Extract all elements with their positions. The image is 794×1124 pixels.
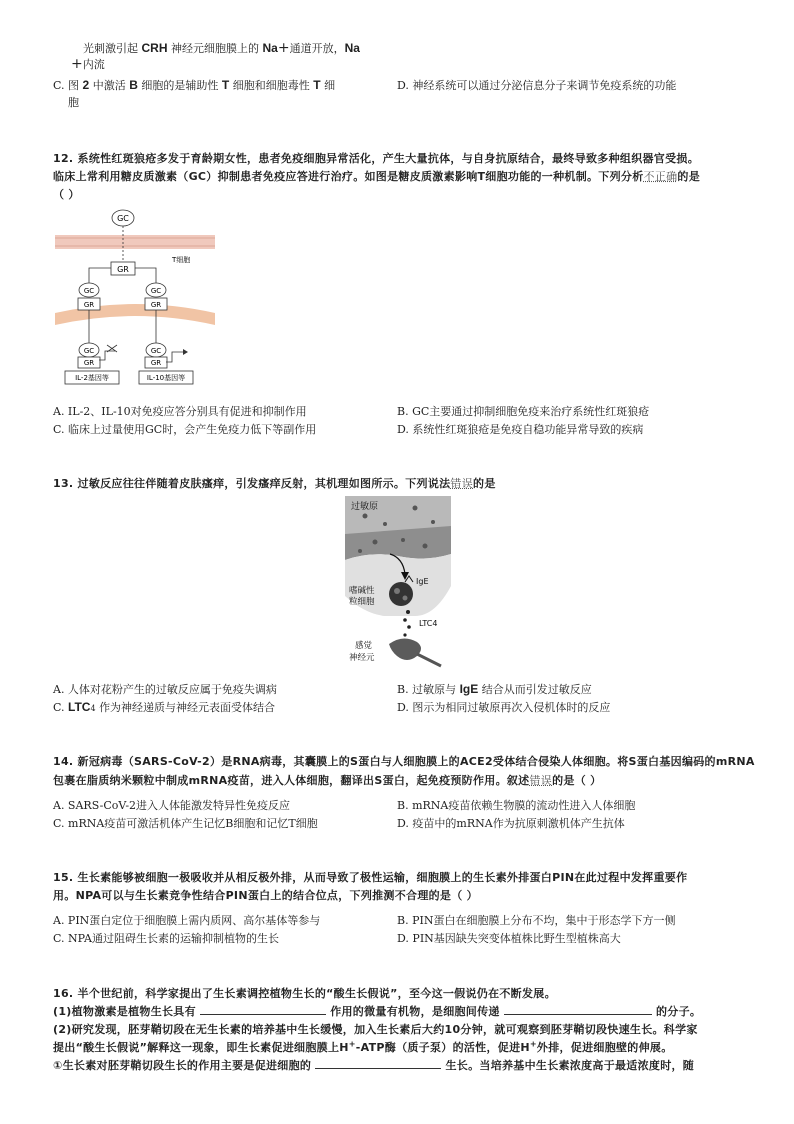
gc-label-nuc-right: GC — [150, 347, 162, 355]
prev-option-c: C. 图 2 中激活 B 细胞的是辅助性 T 细胞和细胞毒性 T 细 — [53, 78, 336, 92]
q13-option-b: B. 过敏原与 IgE 结合从而引发过敏反应 — [397, 682, 592, 696]
q14-option-b: B. mRNA疫苗依赖生物膜的流动性进入人体细胞 — [397, 799, 636, 812]
q13-figure — [345, 496, 451, 668]
q15-option-b: B. PIN蛋白在细胞膜上分布不均，集中于形态学下方一侧 — [397, 914, 676, 927]
neuron-label-2: 神经元 — [349, 653, 375, 663]
answer-blank-2[interactable] — [504, 1003, 652, 1015]
gc-label-nuc-left: GC — [83, 347, 95, 355]
q14-stem-line1: 14. 新冠病毒（SARS-CoV-2）是RNA病毒，其囊膜上的S蛋白与人细胞膜上的ACE2受体结合侵染人体细胞。将S蛋白基因编码的mRNA — [53, 755, 755, 768]
gc-label-left: GC — [83, 287, 95, 295]
q15-option-c: C. NPA通过阻碍生长素的运输抑制植物的生长 — [53, 932, 279, 945]
neuron-label-1: 感觉 — [355, 641, 373, 651]
prev-question-line1: 光刺激引起 CRH 神经元细胞膜上的 Na+通道开放，Na — [83, 40, 360, 56]
basophil-label-2: 粒细胞 — [349, 597, 375, 607]
q13-option-c: C. LTC4 作为神经递质与神经元表面受体结合 — [53, 700, 276, 714]
gr-label-nuc-right: GR — [150, 359, 162, 367]
q13-stem: 13. 过敏反应往往伴随着皮肤瘙痒，引发瘙痒反射，其机理如图所示。下列说法错误的是 — [53, 477, 496, 490]
q12-option-a: A. IL-2、IL-10对免疫应答分别具有促进和抑制作用 — [53, 405, 307, 418]
q16-stem-line4: 提出“酸生长假说”解释这一现象，即生长素促进细胞膜上H+-ATP酶（质子泵）的活性，促进H+外排，促进细胞壁的伸展。 — [53, 1039, 673, 1054]
q15-stem-line2: 用。NPA可以与生长素竞争性结合PIN蛋白上的结合位点，下列推测不合理的是（ ） — [53, 889, 478, 902]
gr-label-left: GR — [83, 301, 95, 309]
q12-option-b: B. GC主要通过抑制细胞免疫来治疗系统性红斑狼疮 — [397, 405, 650, 418]
gr-label: GR — [117, 265, 129, 274]
q12-stem-line2: 临床上常利用糖皮质激素（GC）抑制患者免疫应答进行治疗。如图是糖皮质激素影响T细胞功能的一种机制。下列分析不正确的是 — [53, 170, 701, 183]
il10-gene-label: IL-10基因等 — [146, 374, 186, 382]
q14-option-d: D. 疫苗中的mRNA作为抗原刺激机体产生抗体 — [397, 817, 625, 830]
gc-label: GC — [117, 214, 129, 223]
prev-option-c-wrap: 胞 — [68, 96, 79, 109]
q14-stem-line2: 包裹在脂质纳米颗粒中制成mRNA疫苗，进入人体细胞，翻译出S蛋白，起免疫预防作用。叙述错误的是（ ） — [53, 774, 602, 787]
q13-option-d: D. 图示为相同过敏原再次入侵机体时的反应 — [397, 701, 611, 714]
ige-label: IgE — [416, 577, 429, 586]
q12-stem-line1: 12. 系统性红斑狼疮多发于育龄期女性，患者免疫细胞异常活化，产生大量抗体，与自身抗原结合，最终导致多种组织器官受损。 — [53, 152, 700, 165]
q12-option-c: C. 临床上过量使用GC时，会产生免疫力低下等副作用 — [53, 423, 317, 436]
answer-blank-1[interactable] — [200, 1003, 326, 1015]
q12-figure — [55, 205, 215, 390]
q15-option-d: D. PIN基因缺失突变体植株比野生型植株高大 — [397, 932, 621, 945]
q16-stem-line5: ①生长素对胚芽鞘切段生长的作用主要是促进细胞的 生长。当培养基中生长素浓度高于最适浓度时，随 — [53, 1059, 695, 1072]
q16-stem-line2: (1)植物激素是植物生长具有 作用的微量有机物，是细胞间传递 的分子。 — [53, 1005, 702, 1018]
t-cell-label: T细胞 — [172, 256, 191, 264]
gc-label-right: GC — [150, 287, 162, 295]
gr-label-right: GR — [150, 301, 162, 309]
basophil-cell — [389, 582, 413, 606]
prev-question-line2: +内流 — [71, 56, 105, 72]
cell-membrane — [55, 235, 215, 249]
q16-stem-line3: (2)研究发现，胚芽鞘切段在无生长素的培养基中生长缓慢，加入生长素后大约10分钟，就可观察到胚芽鞘切段快速生长。科学家 — [53, 1023, 698, 1036]
allergen-label: 过敏原 — [351, 502, 379, 512]
answer-blank-3[interactable] — [315, 1057, 441, 1069]
q13-option-a: A. 人体对花粉产生的过敏反应属于免疫失调病 — [53, 683, 277, 696]
basophil-label-1: 嗜碱性 — [349, 586, 375, 596]
gr-label-nuc-left: GR — [83, 359, 95, 367]
ltc4-label: LTC4 — [419, 619, 438, 628]
prev-option-d: D. 神经系统可以通过分泌信息分子来调节免疫系统的功能 — [397, 79, 677, 92]
q16-stem-line1: 16. 半个世纪前，科学家提出了生长素调控植物生长的“酸生长假说”，至今这一假说仍在不断发展。 — [53, 987, 556, 1000]
il2-gene-label: IL-2基因等 — [75, 374, 109, 382]
q12-option-d: D. 系统性红斑狼疮是免疫自稳功能异常导致的疾病 — [397, 423, 644, 436]
q15-option-a: A. PIN蛋白定位于细胞膜上需内质网、高尔基体等参与 — [53, 914, 321, 927]
q14-option-c: C. mRNA疫苗可激活机体产生记忆B细胞和记忆T细胞 — [53, 817, 318, 830]
q15-stem-line1: 15. 生长素能够被细胞一极吸收并从相反极外排，从而导致了极性运输，细胞膜上的生长素外排蛋白PIN在此过程中发挥重要作 — [53, 871, 688, 884]
q12-stem-line3: （ ） — [53, 188, 80, 201]
q14-option-a: A. SARS-CoV-2进入人体能激发特异性免疫反应 — [53, 799, 291, 812]
